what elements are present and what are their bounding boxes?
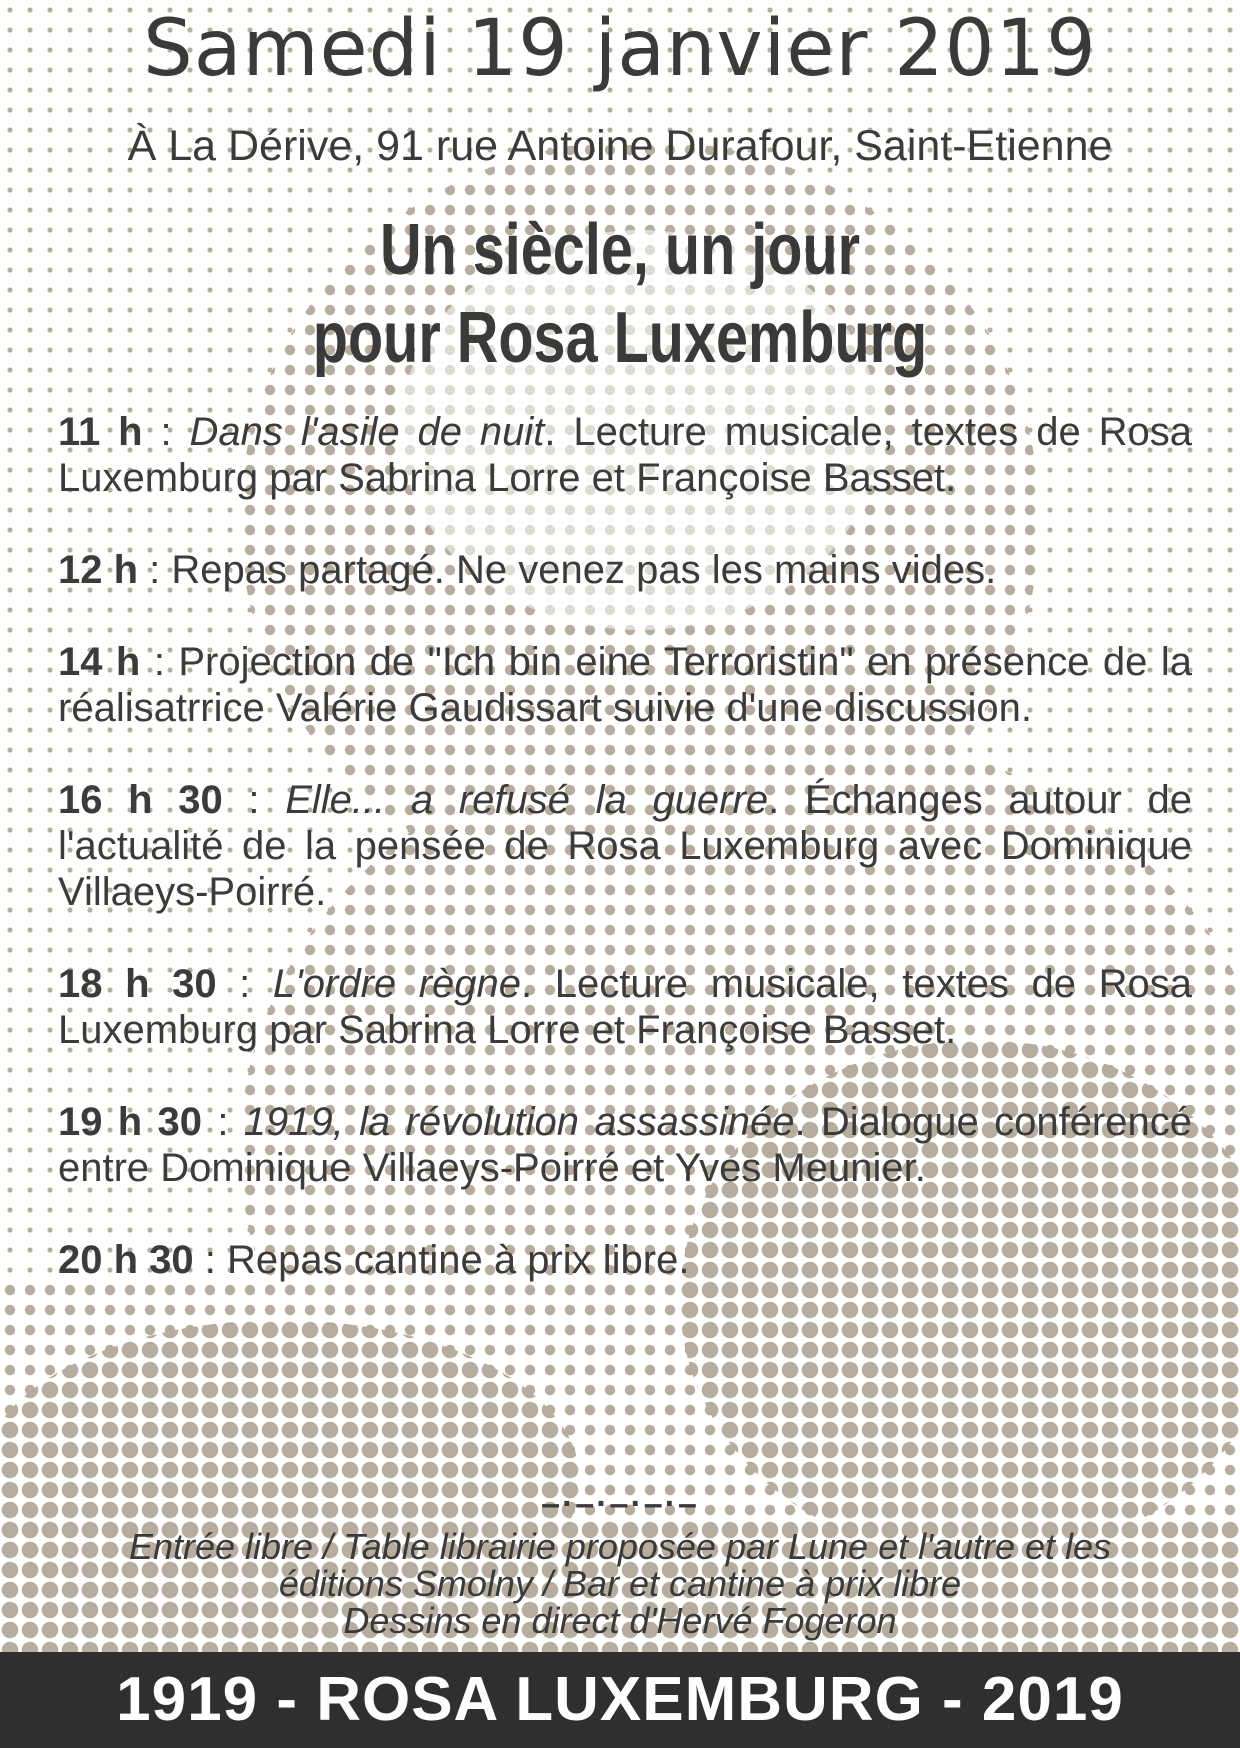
- program-item-18h30: [58, 961, 1192, 1053]
- item-description: . Lecture musicale, textes de Rosa Luxemburg par Sabrina Lorre et Françoise Basset.: [58, 410, 1192, 500]
- event-location: À La Dérive, 91 rue Antoine Durafour, Saint-Etienne: [127, 122, 1113, 170]
- program-list: [58, 409, 1192, 1329]
- item-time: 16 h 30: [58, 778, 223, 822]
- item-time: 19 h 30: [58, 1100, 203, 1144]
- item-separator: :: [142, 410, 190, 454]
- item-separator: :: [216, 962, 273, 1006]
- footer-line-1: Entrée libre / Table librairie proposée par Lune et l'autre et les: [128, 1526, 1112, 1567]
- bottom-banner: [0, 1652, 1240, 1748]
- item-time: 20 h 30: [58, 1238, 194, 1282]
- event-headline: [124, 206, 1116, 382]
- event-date-title: Samedi 19 janvier 2019: [143, 4, 1097, 94]
- item-separator: :: [140, 640, 179, 684]
- item-title: 1919, la révolution assassinée: [243, 1100, 795, 1144]
- item-title: Dans l'asile de nuit: [189, 410, 545, 454]
- item-description: . Échanges autour de l'actualité de la pensée de Rosa Luxemburg avec Dominique Villaeys-Poirré.: [58, 778, 1193, 914]
- bottom-banner-title: 1919 - ROSA LUXEMBURG - 2019: [116, 1665, 1124, 1734]
- item-description: . Lecture musicale, textes de Rosa Luxemburg par Sabrina Lorre et Françoise Basset.: [58, 962, 1193, 1052]
- section-divider: –·–·–·–·–: [541, 1485, 699, 1523]
- item-title: Elle... a refusé la guerre: [285, 778, 769, 822]
- program-item-19h30: [58, 1099, 1192, 1191]
- item-separator: :: [193, 1238, 227, 1282]
- headline-line-2: pour Rosa Luxemburg: [312, 298, 928, 378]
- item-description: Repas partagé. Ne venez pas les mains vides.: [171, 548, 997, 592]
- item-time: 12 h: [58, 548, 139, 592]
- program-item-11h: [58, 409, 1192, 501]
- headline-line-1: Un siècle, un jour: [379, 210, 861, 290]
- footer-line-2: éditions Smolny / Bar et cantine à prix libre: [278, 1563, 962, 1604]
- footer-notes: [0, 1528, 1240, 1639]
- item-time: 11 h: [58, 410, 143, 454]
- item-separator: :: [222, 778, 286, 822]
- program-item-12h: [58, 547, 1192, 593]
- item-description: Projection de "Ich bin eine Terroristin" en présence de la réalisatrrice Valérie Gaudissart suivie d'une discussion.: [58, 640, 1192, 730]
- item-time: 18 h 30: [58, 962, 217, 1006]
- footer-line-3: Dessins en direct d'Hervé Fogeron: [343, 1600, 897, 1641]
- item-title: L'ordre règne: [272, 962, 522, 1006]
- item-time: 14 h: [58, 640, 141, 684]
- program-item-20h30: [58, 1237, 1192, 1283]
- program-item-16h30: [58, 777, 1192, 915]
- item-description: Repas cantine à prix libre.: [227, 1238, 690, 1282]
- item-separator: :: [202, 1100, 244, 1144]
- program-item-14h: [58, 639, 1192, 731]
- item-description: . Dialogue conférencé entre Dominique Villaeys-Poirré et Yves Meunier.: [58, 1100, 1192, 1190]
- item-separator: :: [138, 548, 172, 592]
